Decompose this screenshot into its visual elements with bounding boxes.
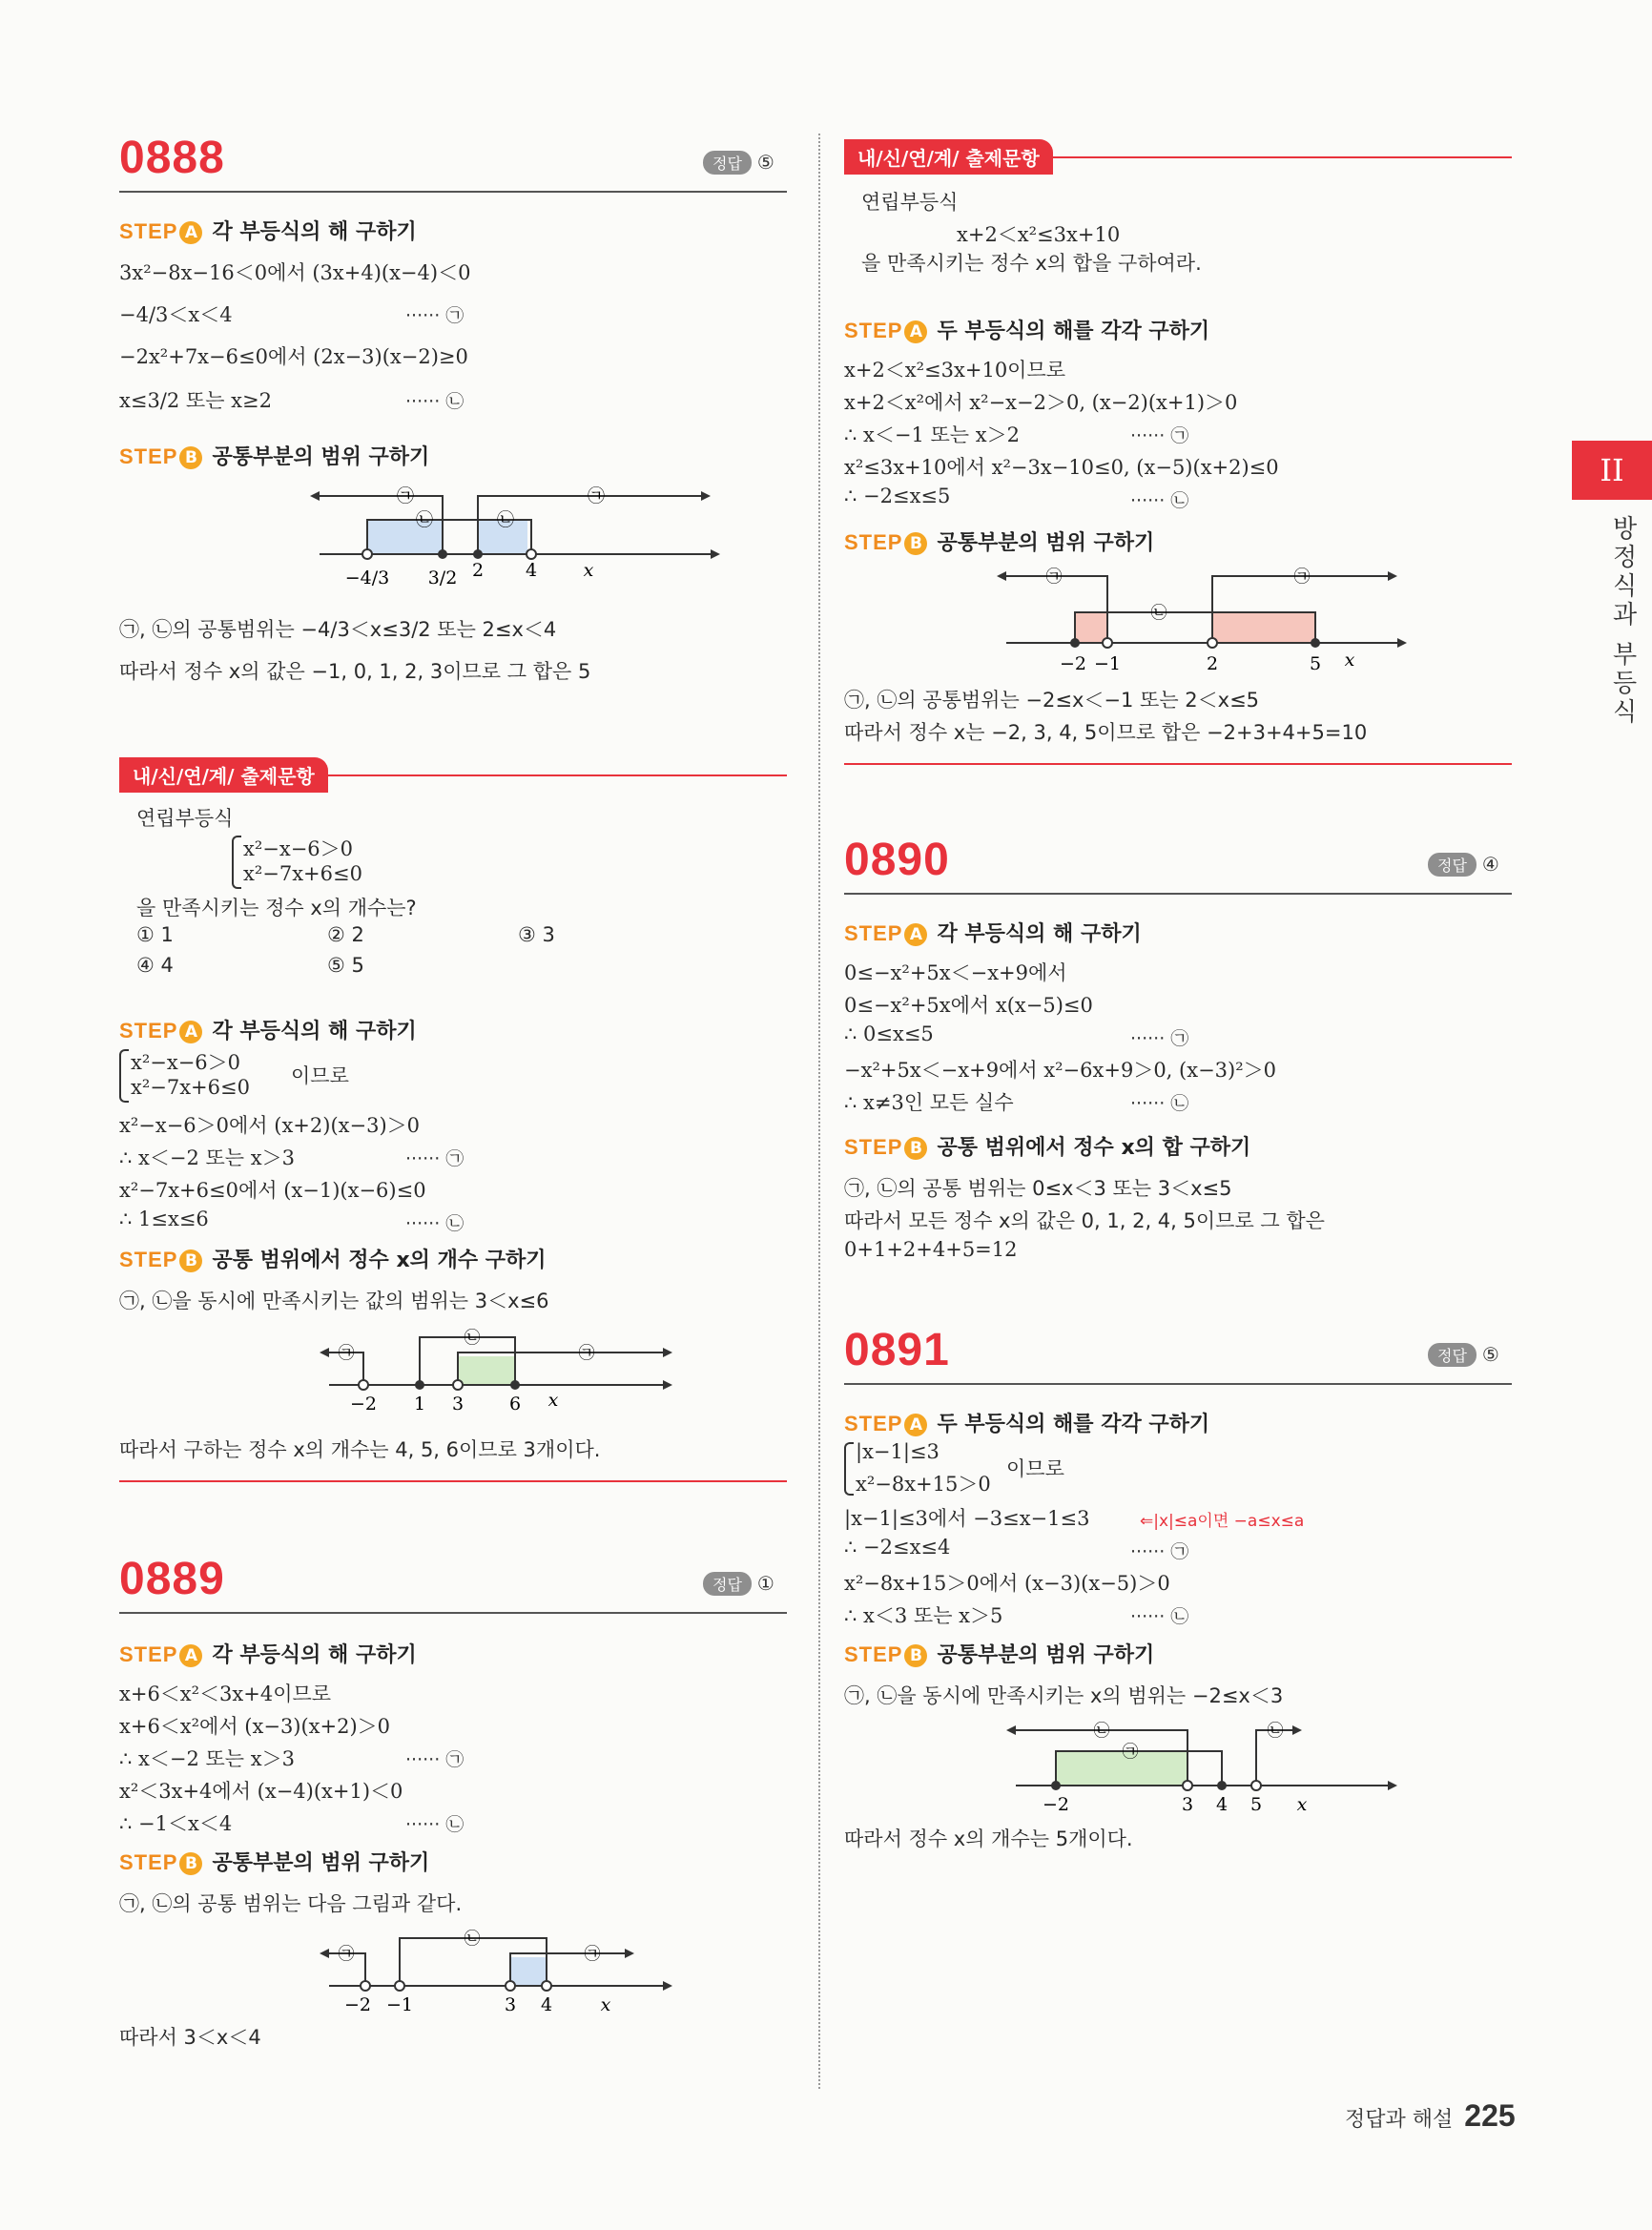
solution-line: 따라서 정수 x의 개수는 5개이다. <box>844 1827 1133 1850</box>
solution-line: ∴ −2≤x≤4 <box>844 1536 951 1559</box>
answer-value: ⑤ <box>756 151 774 174</box>
chapter-title: 방정식과 부등식 <box>1608 515 1637 728</box>
label-marker: ······ ㉡ <box>1130 1093 1189 1114</box>
solution-line: x+2＜x²≤3x+10이므로 <box>844 359 1066 382</box>
solution-line: x≤3/2 또는 x≥2 <box>119 389 272 412</box>
closed-point <box>473 549 483 559</box>
range-label: ㉠ <box>338 1344 355 1363</box>
solution-line: |x−1|≤3에서 −3≤x−1≤3 <box>844 1507 1090 1530</box>
solution-line: x²−x−6＞0에서 (x+2)(x−3)＞0 <box>119 1114 420 1137</box>
common-range-fill <box>1075 612 1107 643</box>
solution-line: 이므로 <box>1006 1457 1064 1480</box>
solution-line: x²−8x+15＞0 <box>856 1473 991 1496</box>
tick-label: 4 <box>540 1994 553 2015</box>
solution-line: −x²+5x＜−x+9에서 x²−6x+9＞0, (x−3)²＞0 <box>844 1059 1276 1082</box>
solution-line: |x−1|≤3 <box>856 1440 940 1463</box>
number-line-0891 <box>1006 1713 1407 1818</box>
step-b-header: STEP B 공통부분의 범위 구하기 <box>844 1642 1155 1667</box>
choice: ④ 4 <box>136 954 174 977</box>
label-marker: ······ ㉠ <box>1130 1028 1189 1049</box>
step-a-header: STEP A 각 부등식의 해 구하기 <box>119 219 417 244</box>
tick-label: 4 <box>1215 1794 1229 1815</box>
solution-line: x²−x−6＞0 <box>131 1051 241 1074</box>
open-point <box>362 549 372 559</box>
question-line: x+2＜x²≤3x+10 <box>957 223 1121 246</box>
step-b-header: STEP B 공통부분의 범위 구하기 <box>119 444 430 469</box>
solution-line: x+2＜x²에서 x²−x−2＞0, (x−2)(x+1)＞0 <box>844 391 1238 414</box>
axis-label: x <box>600 1994 611 2015</box>
tick-label: 2 <box>1206 653 1219 674</box>
number-line-0889 <box>320 1925 682 2020</box>
section-end-rule <box>119 1480 787 1482</box>
common-range-fill <box>458 1356 515 1385</box>
tick-label: 3/2 <box>427 568 458 588</box>
answer-tag: 정답 <box>703 151 752 175</box>
range-label: ㉠ <box>397 486 414 506</box>
answer-tag: 정답 <box>1428 853 1476 877</box>
tick-label: 5 <box>1309 653 1322 674</box>
step-a-header: STEP A 각 부등식의 해 구하기 <box>119 1642 417 1667</box>
answer-0888 <box>703 151 774 175</box>
solution-line: ㉠, ㉡의 공통 범위는 0≤x＜3 또는 3＜x≤5 <box>844 1177 1232 1200</box>
question-line: 연립부등식 <box>861 191 959 214</box>
range-label: ㉡ <box>464 1930 481 1949</box>
range-label: ㉠ <box>1045 568 1063 587</box>
axis-label: x <box>583 560 594 581</box>
axis-arrow <box>711 549 720 559</box>
solution-line: ∴ x＜−2 또는 x＞3 <box>119 1747 295 1770</box>
section-rule <box>119 1612 787 1614</box>
open-point <box>527 549 536 559</box>
tick-label: −1 <box>1093 653 1122 674</box>
tick-label: 4 <box>525 560 538 581</box>
solution-line: x²−8x+15＞0에서 (x−3)(x−5)＞0 <box>844 1572 1170 1595</box>
range-label: ㉠ <box>578 1344 595 1363</box>
number-line-0888 <box>310 477 730 601</box>
solution-line: 따라서 모든 정수 x의 값은 0, 1, 2, 4, 5이므로 그 합은 <box>844 1209 1325 1232</box>
banner-rule <box>328 774 787 776</box>
label-marker: ······ ㉡ <box>1130 1606 1189 1627</box>
step-b-header: STEP B 공통부분의 범위 구하기 <box>844 530 1155 555</box>
answer-tag: 정답 <box>703 1572 752 1596</box>
label-marker: ······ ㉠ <box>1130 425 1189 446</box>
closed-point <box>438 549 447 559</box>
range-label: ㉠ <box>1293 568 1311 587</box>
solution-line: ∴ −1＜x＜4 <box>119 1812 233 1835</box>
step-a-header: STEP A 두 부등식의 해를 각각 구하기 <box>844 319 1210 343</box>
choice: ⑤ 5 <box>327 954 364 977</box>
axis-label: x <box>547 1390 559 1411</box>
solution-line: 이므로 <box>291 1064 349 1087</box>
solution-line: ∴ x＜−2 또는 x＞3 <box>119 1146 295 1169</box>
tick-label: −2 <box>349 1394 378 1414</box>
related-problem-banner <box>844 139 1512 175</box>
tick-label: −2 <box>1059 653 1087 674</box>
solution-line: 따라서 구하는 정수 x의 개수는 4, 5, 6이므로 3개이다. <box>119 1438 601 1461</box>
section-rule <box>844 1383 1512 1385</box>
solution-line: ∴ x＜3 또는 x＞5 <box>844 1604 1003 1627</box>
range-label: ㉡ <box>1267 1722 1284 1741</box>
solution-line: 0≤−x²+5x＜−x+9에서 <box>844 961 1067 984</box>
solution-line: 따라서 정수 x의 값은 −1, 0, 1, 2, 3이므로 그 합은 5 <box>119 660 591 683</box>
label-marker: ······ ㉠ <box>405 305 465 326</box>
column-divider <box>818 134 820 2089</box>
solution-line: ∴ x＜−1 또는 x＞2 <box>844 423 1020 446</box>
tick-label: −2 <box>1042 1794 1070 1815</box>
banner-label: 내/신/연/계/ 출제문항 <box>119 757 328 793</box>
problem-number-0889: 0889 <box>119 1554 225 1604</box>
tick-label: 2 <box>471 560 485 581</box>
range-label: ㉡ <box>416 510 433 530</box>
choice: ② 2 <box>327 923 364 946</box>
range-label: ㉡ <box>1093 1722 1110 1741</box>
footer-label: 정답과 해설 <box>1345 2108 1454 2132</box>
solution-line: x²−7x+6≤0에서 (x−1)(x−6)≤0 <box>119 1179 426 1202</box>
solution-line: x+6＜x²＜3x+4이므로 <box>119 1683 332 1705</box>
range-label: ㉠ <box>338 1945 355 1964</box>
solution-line: 0≤−x²+5x에서 x(x−5)≤0 <box>844 994 1093 1017</box>
label-marker: ······ ㉡ <box>405 1213 465 1234</box>
tick-label: 1 <box>413 1394 426 1414</box>
tick-label: 3 <box>451 1394 465 1414</box>
problem-number-0891: 0891 <box>844 1325 950 1375</box>
section-rule <box>119 191 787 193</box>
question-line: x²−7x+6≤0 <box>243 862 362 885</box>
range-label: ㉠ <box>588 486 605 506</box>
solution-line: x²−7x+6≤0 <box>131 1076 250 1099</box>
tick-label: 5 <box>1249 1794 1263 1815</box>
solution-line: 따라서 정수 x는 −2, 3, 4, 5이므로 합은 −2+3+4+5=10 <box>844 721 1368 744</box>
label-marker: ······ ㉡ <box>405 391 465 412</box>
chapter-tab: II <box>1572 441 1652 500</box>
tick-label: −1 <box>385 1994 414 2015</box>
solution-line: ∴ x≠3인 모든 실수 <box>844 1091 1014 1114</box>
answer-value: ④ <box>1481 853 1499 876</box>
solution-line: ㉠, ㉡의 공통 범위는 다음 그림과 같다. <box>119 1892 463 1915</box>
number-line-ext2 <box>997 559 1416 683</box>
banner-label: 내/신/연/계/ 출제문항 <box>844 139 1053 175</box>
solution-line: 0+1+2+4+5=12 <box>844 1238 1018 1261</box>
question-line: x²−x−6＞0 <box>243 837 354 860</box>
question-line: 을 만족시키는 정수 x의 개수는? <box>136 897 417 919</box>
range-label: ㉡ <box>1150 604 1167 623</box>
hint-note: ⇐|x|≤a이면 −a≤x≤a <box>1140 1512 1305 1531</box>
section-end-rule <box>844 763 1512 765</box>
solution-line: −2x²+7x−6≤0에서 (2x−3)(x−2)≥0 <box>119 345 468 368</box>
problem-number-0888: 0888 <box>119 133 225 183</box>
solution-line: ∴ 1≤x≤6 <box>119 1208 209 1230</box>
solution-line: ∴ 0≤x≤5 <box>844 1022 934 1045</box>
choice: ① 1 <box>136 923 174 946</box>
step-a-header: STEP A 각 부등식의 해 구하기 <box>119 1019 417 1043</box>
label-marker: ······ ㉠ <box>405 1749 465 1770</box>
solution-line: 3x²−8x−16＜0에서 (3x+4)(x−4)＜0 <box>119 261 471 284</box>
solution-line: x²≤3x+10에서 x²−3x−10≤0, (x−5)(x+2)≤0 <box>844 456 1279 479</box>
number-line-ext1 <box>320 1324 682 1419</box>
choice: ③ 3 <box>518 923 555 946</box>
range-label: ㉡ <box>497 510 514 530</box>
common-range-fill <box>510 1957 547 1986</box>
label-marker: ······ ㉡ <box>405 1814 465 1835</box>
solution-line: x²＜3x+4에서 (x−4)(x+1)＜0 <box>119 1780 403 1803</box>
solution-line: −4/3＜x＜4 <box>119 303 233 326</box>
range-label: ㉠ <box>1122 1743 1139 1762</box>
answer-0891 <box>1428 1343 1499 1367</box>
tick-label: −2 <box>343 1994 372 2015</box>
answer-0890 <box>1428 853 1499 877</box>
question-line: 연립부등식 <box>136 807 234 830</box>
range-label: ㉡ <box>464 1329 481 1348</box>
step-b-header: STEP B 공통 범위에서 정수 x의 합 구하기 <box>844 1135 1251 1160</box>
related-problem-banner <box>119 757 787 793</box>
solution-line: ㉠, ㉡의 공통범위는 −4/3＜x≤3/2 또는 2≤x＜4 <box>119 618 557 641</box>
answer-value: ⑤ <box>1481 1343 1499 1366</box>
system-brace <box>119 1049 129 1103</box>
range-label: ㉠ <box>584 1945 601 1964</box>
step-a-header: STEP A 두 부등식의 해를 각각 구하기 <box>844 1412 1210 1436</box>
label-marker: ······ ㉠ <box>405 1148 465 1169</box>
tick-label: 3 <box>504 1994 517 2015</box>
solution-line: 따라서 3＜x＜4 <box>119 2026 261 2049</box>
system-brace <box>232 836 241 889</box>
answer-0889 <box>703 1572 774 1596</box>
tick-label: 6 <box>508 1394 522 1414</box>
axis-label: x <box>1344 650 1355 671</box>
step-b-header: STEP B 공통부분의 범위 구하기 <box>119 1850 430 1875</box>
tick-label: −4/3 <box>344 568 390 588</box>
solution-line: ∴ −2≤x≤5 <box>844 485 951 507</box>
label-marker: ······ ㉠ <box>1130 1541 1189 1562</box>
answer-tag: 정답 <box>1428 1343 1476 1367</box>
tick-label: 3 <box>1181 1794 1194 1815</box>
problem-number-0890: 0890 <box>844 835 950 885</box>
solution-line: ㉠, ㉡의 공통범위는 −2≤x＜−1 또는 2＜x≤5 <box>844 689 1260 712</box>
label-marker: ······ ㉡ <box>1130 490 1189 511</box>
question-line: 을 만족시키는 정수 x의 합을 구하여라. <box>861 252 1202 275</box>
solution-line: x+6＜x²에서 (x−3)(x+2)＞0 <box>119 1715 391 1738</box>
axis-label: x <box>1296 1794 1308 1815</box>
page-number: 225 <box>1464 2098 1516 2133</box>
solution-line: ㉠, ㉡을 동시에 만족시키는 값의 범위는 3＜x≤6 <box>119 1290 549 1312</box>
section-rule <box>844 893 1512 895</box>
common-range-fill <box>1212 612 1315 643</box>
solution-line: ㉠, ㉡을 동시에 만족시키는 x의 범위는 −2≤x＜3 <box>844 1684 1284 1707</box>
step-b-header: STEP B 공통 범위에서 정수 x의 개수 구하기 <box>119 1248 547 1272</box>
answer-value: ① <box>756 1572 774 1595</box>
page-footer <box>1345 2098 1516 2134</box>
system-brace <box>844 1442 854 1496</box>
step-a-header: STEP A 각 부등식의 해 구하기 <box>844 921 1142 946</box>
banner-rule <box>1053 156 1512 158</box>
